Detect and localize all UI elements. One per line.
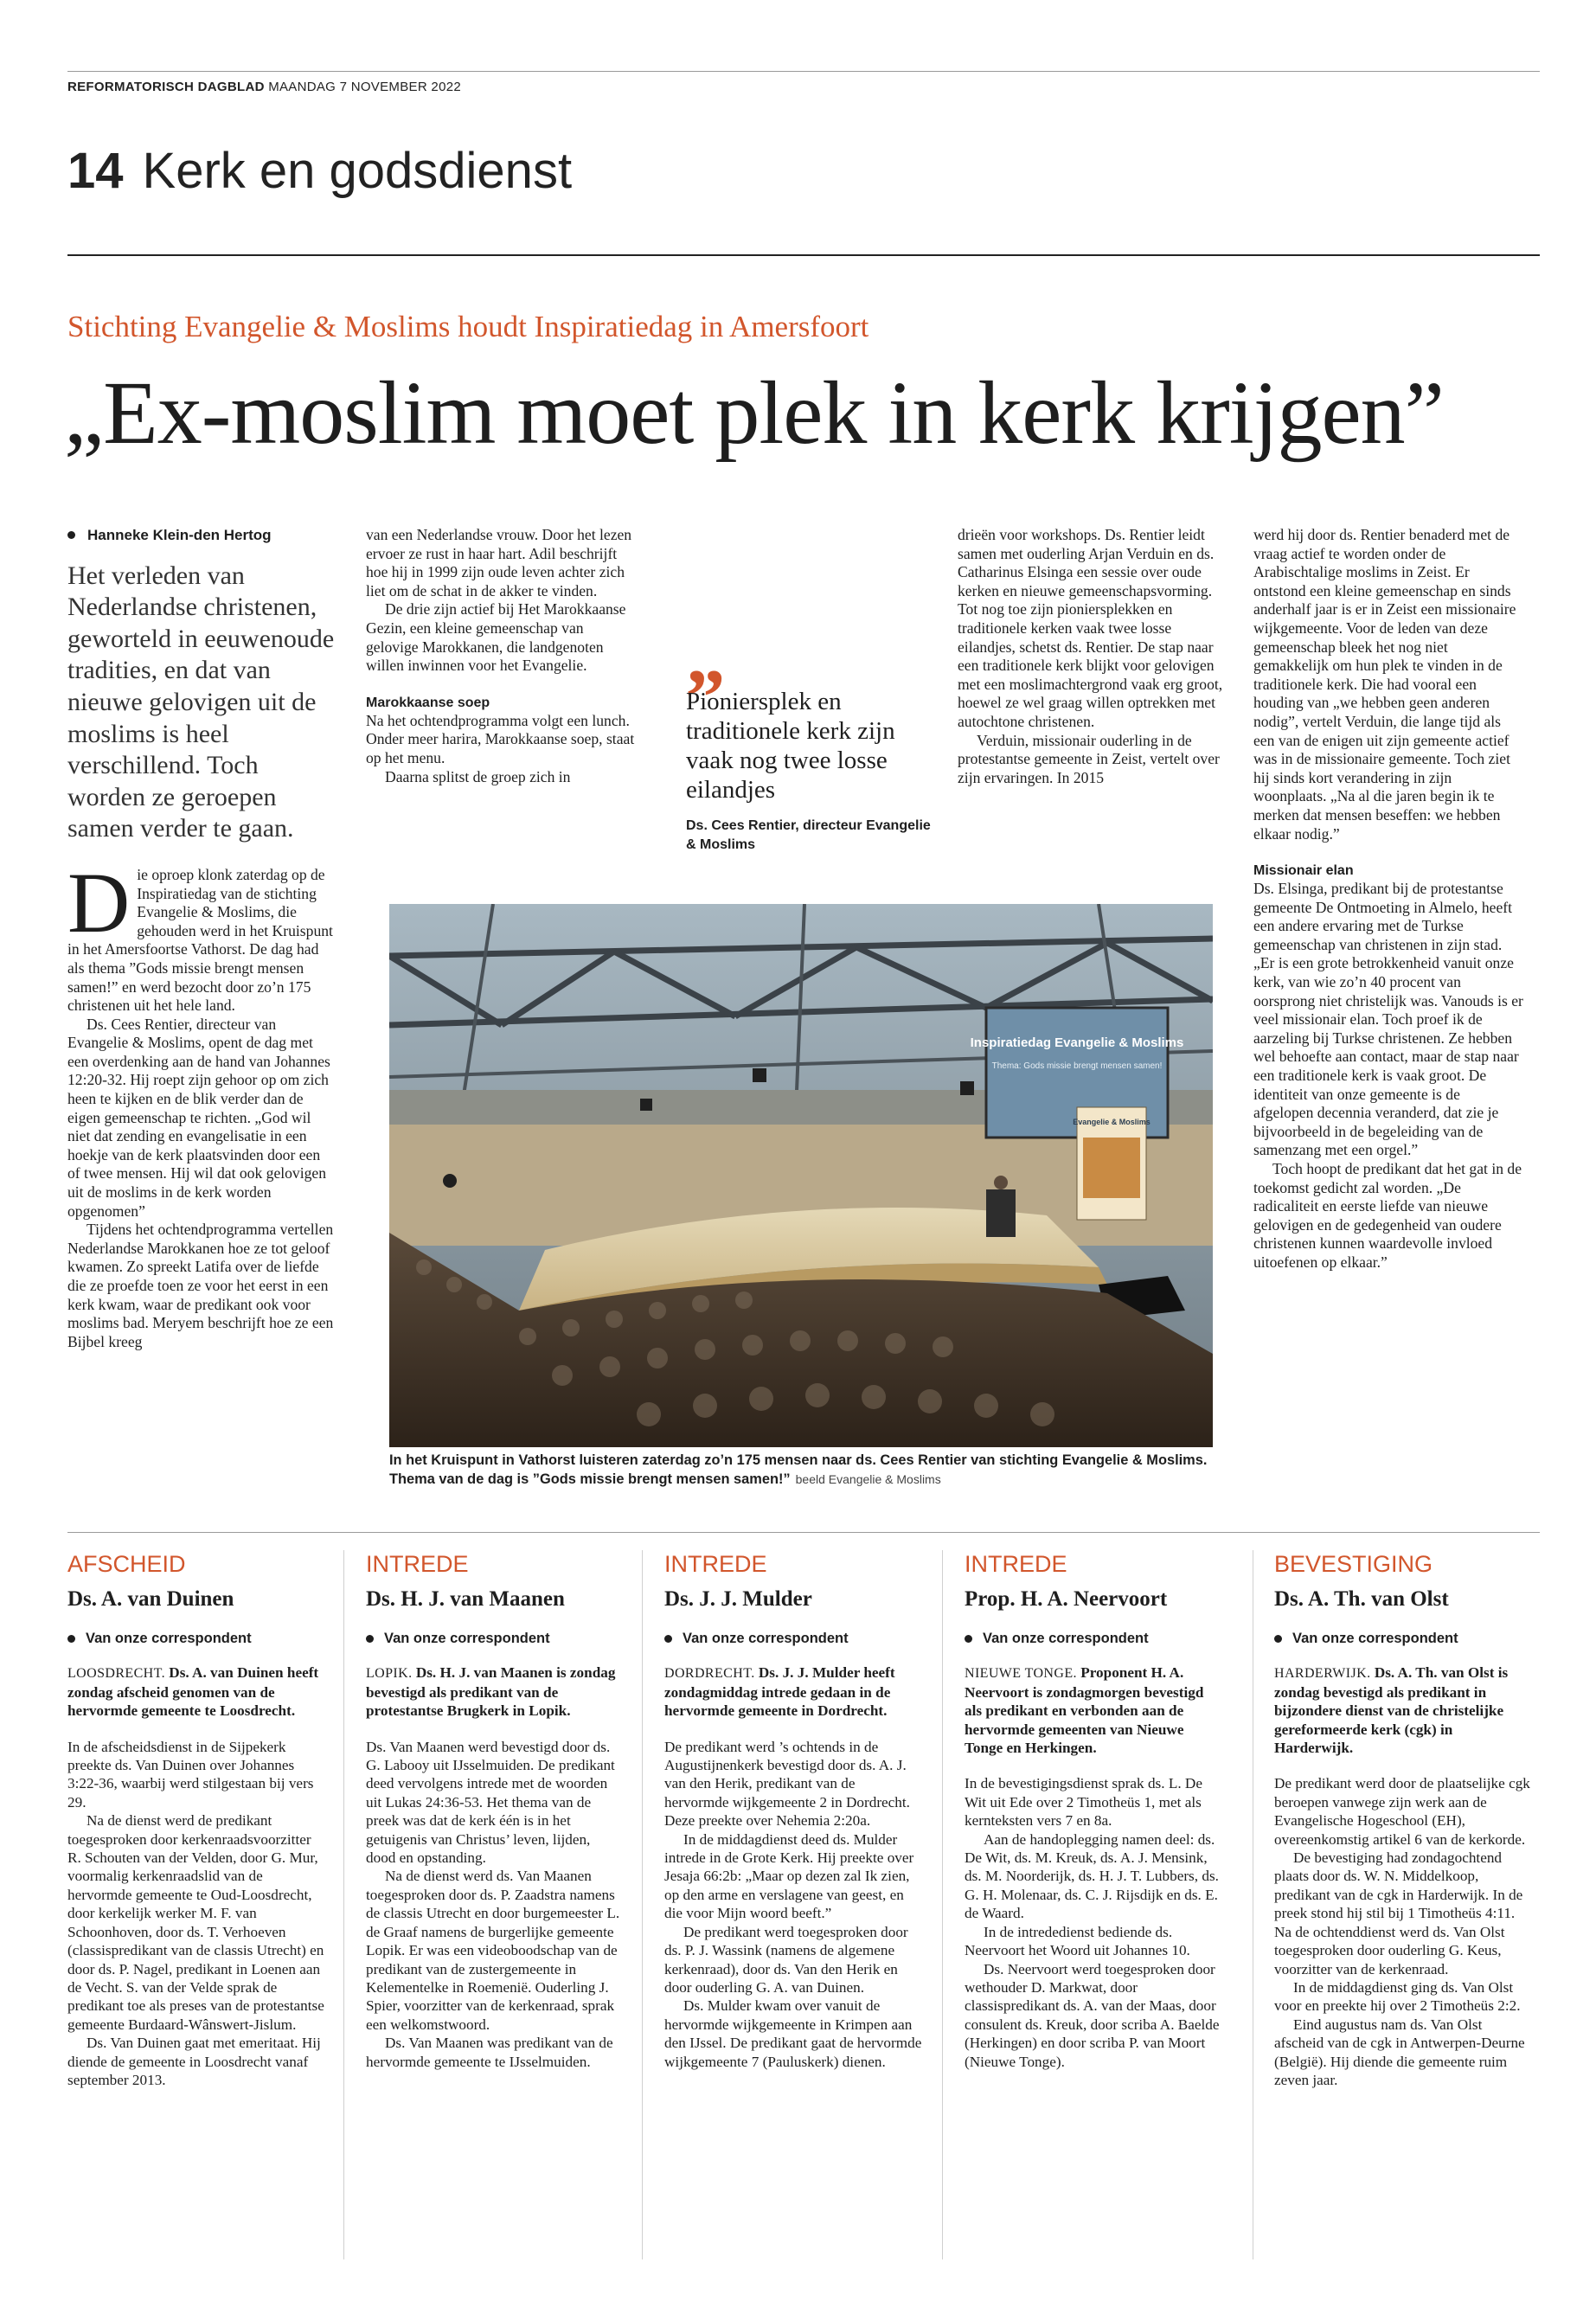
news-paragraph: Aan de handoplegging namen deel: ds. De Wit, ds. M. Kreuk, ds. A. J. Mensink, ds. M. Noorderijk, ds. H. J. T. Lubbers, ds. G. H. Molenaar, ds. C. J. Rijsdijk en ds. E. de Waard. bbox=[965, 1830, 1219, 1922]
article-kicker: Stichting Evangelie & Moslims houdt Inspiratiedag in Amersfoort bbox=[67, 310, 869, 343]
news-place: DORDRECHT. bbox=[664, 1666, 755, 1682]
article-paragraph: Ds. Cees Rentier, directeur van Evangelie & Moslims, opent de dag met een overdenking aan de hand van Johannes 12:20-32. Hij roept zijn gehoor op om zich heen te kijken en de blik verder dan de eigen gemeenschap te richten. „God wil niet dat zending en evangelisatie in een hoekje van de kerk plaatsvinden door een of twee mensen. Hij wil dat ook gelovigen uit de moslims in de kerk worden opgenomen” bbox=[67, 1015, 330, 1220]
news-paragraph: In de middagdienst deed ds. Mulder intrede in de Grote Kerk. Hij preekte over Jesaja 66:2b: „Maar op dezen zal Ik zien, op den arme en verslagene van geest, en die voor Mijn woord beeft.” bbox=[664, 1830, 914, 1922]
news-place: LOPIK. bbox=[366, 1666, 413, 1682]
news-paragraph: Eind augustus nam ds. Van Olst afscheid van de cgk in Antwerpen-Deurne (België). Hij diende die gemeente ruim zeven jaar. bbox=[1274, 2016, 1525, 2088]
church-hall-photo bbox=[389, 904, 1213, 1447]
bullet-icon bbox=[1274, 1635, 1282, 1643]
pull-quote bbox=[686, 612, 933, 855]
article-paragraph bbox=[67, 854, 336, 1016]
news-lead bbox=[366, 1663, 624, 1720]
news-paragraph: De predikant werd toegesproken door ds. P. J. Wassink (namens de algemene kerkenraad), door ds. Van den Herik en door ouderling G. A. van Duinen. bbox=[664, 1923, 908, 1996]
drop-cap: D bbox=[67, 854, 131, 951]
lectern bbox=[986, 1189, 1016, 1237]
news-lead-text: Ds. H. J. van Maanen is zondag bevestigd als predikant van de protestantse Brugkerk in Lopik. bbox=[366, 1664, 616, 1720]
news-place: LOOSDRECHT. bbox=[67, 1666, 165, 1682]
news-place: NIEUWE TONGE. bbox=[965, 1666, 1077, 1682]
news-lead-text: Ds. J. J. Mulder heeft zondagmiddag intrede gedaan in de hervormde gemeente in Dordrecht. bbox=[664, 1664, 895, 1720]
bullet-icon bbox=[965, 1635, 972, 1643]
news-lead bbox=[67, 1663, 325, 1720]
news-category: AFSCHEID bbox=[67, 1551, 186, 1577]
news-paragraph: Na de dienst werd de predikant toegesproken door kerkenraadsvoorzitter R. Schouten van der Velden, door G. Mur, voormalig kerkenraadslid van de hervormde gemeente te Oud-Loosdrecht, door kerkelijk werker M. F. van Schoonhoven, door ds. T. Verhoeven (classispredikant van de classis Utrecht) en door ds. P. Nagel, predikant in Loenen aan de Vecht. S. van der Velde sprak de predikant toe als preses van de protestantse gemeente Burdaard-Wânswert-Jislum. bbox=[67, 1812, 324, 2033]
news-paragraph: De predikant werd ’s ochtends in de Augustijnenkerk bevestigd door ds. A. J. van den Herik, predikant van de hervormde wijkgemeente 2 in Dordrecht. Deze preekte over Nehemia 2:20a. bbox=[664, 1738, 910, 1830]
news-item-intrede-mulder bbox=[664, 1550, 922, 2071]
bullet-icon bbox=[366, 1635, 374, 1643]
news-paragraph: Ds. Van Maanen werd bevestigd door ds. G. Labooy uit IJsselmuiden. De predikant deed vervolgens intrede met de woorden uit Lukas 24:36-53. Het thema van de preek was dat de kerk één is in het getuigenis van Christus’ leven, lijden, dood en opstanding. bbox=[366, 1738, 615, 1867]
photo-caption bbox=[389, 1451, 1220, 1489]
news-byline: Van onze correspondent bbox=[965, 1630, 1222, 1648]
news-paragraph: In de intrededienst bediende ds. Neervoort het Woord uit Johannes 10. bbox=[965, 1923, 1190, 1959]
news-lead-text: Proponent H. A. Neervoort is zondagmorgen bevestigd als predikant en verbonden aan de hervormde gemeenten van Nieuwe Tonge en Herkingen. bbox=[965, 1664, 1204, 1757]
news-lead bbox=[1274, 1663, 1532, 1757]
photo-credit: beeld Evangelie & Moslims bbox=[795, 1472, 941, 1486]
author-byline bbox=[67, 526, 336, 545]
pull-quote-text: Pioniersplek en traditionele kerk zijn vaak nog twee losse eilandjes bbox=[686, 688, 895, 804]
article-paragraph: Daarna splitst de groep zich in bbox=[385, 767, 571, 785]
article-paragraph: Toch hoopt de predikant dat het gat in de toekomst gedicht zal worden. „De radicaliteit en eerste liefde van nieuwe gelovigen en de gedegenheid van oudere christenen kunnen waardevolle invloed uitoefenen op elkaar.” bbox=[1253, 1160, 1522, 1271]
news-byline: Van onze correspondent bbox=[67, 1630, 325, 1648]
news-paragraph: De bevestiging had zondagochtend plaats door ds. W. N. Middelkoop, predikant van de cgk in Harderwijk. In de preek stond hij stil bij 1 Timotheüs 4:11. Na de ochtenddienst werd ds. Van Olst toegesproken door ouderling G. Keus, voorzitter van de kerkenraad. bbox=[1274, 1849, 1523, 1977]
bullet-icon bbox=[67, 1635, 75, 1643]
banner-text: Evangelie & Moslims bbox=[1073, 1118, 1151, 1126]
article-paragraph: Tijdens het ochtendprogramma vertellen Nederlandse Marokkanen hoe ze tot geloof kwamen. Zo spreekt Latifa over de liefde die ze proefde toen ze voor het eerst in een kerk kwam, waar de predikant ook voor moslims bad. Meryem beschrijft hoe ze een Bijbel kreeg bbox=[67, 1221, 334, 1350]
news-item-intrede-van-maanen bbox=[366, 1550, 624, 2071]
news-rule bbox=[67, 1532, 1540, 1533]
news-paragraph: De predikant werd door de plaatselijke cgk beroepen vanwege zijn werk aan de Evangelische Hogeschool (EH), overeenkomstig artikel 6 van de kerkorde. bbox=[1274, 1775, 1530, 1848]
news-paragraph: In de middagdienst ging ds. Van Olst voor en preekte hij over 2 Timotheüs 2:2. bbox=[1274, 1978, 1521, 2015]
article-paragraph: werd hij door ds. Rentier benaderd met de vraag actief te worden onder de Arabischtalige moslims in Zeist. Er ontstond een kleine gemeenschap en sinds anderhalf jaar is er in Zeist een missionaire wijkgemeente. Voor de leden van deze gemeenschap bleek het nog niet gemakkelijk om hun plek te vinden in de traditionele kerk. Die had vooral een houding van „we hebben geen anderen nodig”, vertelt Verduin, die lange tijd als een van de enigen uit zijn gemeente actief was in de missionaire gemeente. Toch ziet hij sinds kort verandering in zijn woonplaats. „Na al die jaren begin ik te merken dat mensen beseffen: we hebben elkaar nodig.” bbox=[1253, 526, 1516, 843]
author-name: Hanneke Klein-den Hertog bbox=[87, 527, 272, 543]
screen-subtitle: Thema: Gods missie brengt mensen samen! bbox=[991, 1061, 1163, 1071]
article-opening-text: ie oproep klonk zaterdag op de Inspiratiedag van de stichting Evangelie & Moslims, die gehouden werd in het Kruispunt in het Amersfoortse Vathorst. De dag had als thema ”Gods missie brengt mensen samen!” en werd bezocht door zo’n 175 christenen uit het hele land. bbox=[67, 865, 333, 1015]
news-paragraph: In de bevestigingsdienst sprak ds. L. De Wit uit Ede over 2 Timotheüs 1, met als kernteksten vers 7 en 8a. bbox=[965, 1775, 1202, 1830]
news-category: INTREDE bbox=[664, 1551, 767, 1577]
article-photo bbox=[389, 904, 1213, 1447]
article-paragraph: van een Nederlandse vrouw. Door het lezen ervoer ze rust in haar hart. Adil beschrijft hoe hij in 1999 zijn oude leven achter zich liet om de schat in de akker te vinden. bbox=[366, 526, 632, 599]
article-paragraph: De drie zijn actief bij Het Marokkaanse Gezin, een kleine gemeenschap van gelovige Marokkanen, die landgenoten willen inwinnen voor het Evangelie. bbox=[366, 600, 626, 675]
news-paragraph: Ds. Neervoort werd toegesproken door wethouder D. Markwat, door classispredikant ds. A. van der Maas, door consulent ds. Kreuk, door scriba A. Baelde (Herkingen) en door scriba P. van Moort (Nieuwe Tonge). bbox=[965, 1960, 1220, 2070]
article-intro: Het verleden van Nederlandse christenen, geworteld in eeuwenoude tradities, en dat van nieuwe gelovigen uit de moslims is heel verschillend. Toch worden ze geroepen samen verder te gaan. bbox=[67, 561, 335, 843]
article-subheading: Missionair elan bbox=[1253, 863, 1354, 879]
bullet-icon bbox=[67, 531, 75, 539]
news-item-bevestiging bbox=[1274, 1550, 1532, 2089]
article-headline: „Ex-moslim moet plek in kerk krijgen” bbox=[64, 363, 1444, 463]
news-lead-text: Ds. A. Th. van Olst is zondag bevestigd als predikant in bijzondere dienst van de christelijke gereformeerde kerk (cgk) in Harderwijk. bbox=[1274, 1664, 1509, 1757]
news-person: Ds. A. van Duinen bbox=[67, 1587, 234, 1611]
quote-mark-icon: „ bbox=[686, 612, 726, 700]
top-rule bbox=[67, 71, 1540, 72]
news-paragraph: Ds. Van Maanen was predikant van de hervormde gemeente te IJsselmuiden. bbox=[366, 2035, 613, 2070]
news-person: Ds. A. Th. van Olst bbox=[1274, 1587, 1449, 1611]
article-paragraph: drieën voor workshops. Ds. Rentier leidt samen met ouderling Arjan Verduin en ds. Catharinus Elsinga een sessie over oude kerken en nieuwe gemeenschapsvorming. Tot nog toe zijn pioniersplekken en traditionele kerken vaak twee losse eilandjes, schetst ds. Rentier. De stap naar een traditionele kerk blijkt voor gelovigen met een moslimachtergrond vaak erg groot, hoewel ze wel graag willen optrekken met autochtone christenen. bbox=[958, 526, 1223, 730]
article-paragraph: Verduin, missionair ouderling in de protestantse gemeente in Zeist, vertelt over zijn ervaringen. In 2015 bbox=[958, 731, 1220, 786]
section-header bbox=[67, 142, 572, 200]
column-divider bbox=[942, 1550, 943, 2259]
column-divider bbox=[343, 1550, 344, 2259]
news-category: BEVESTIGING bbox=[1274, 1551, 1433, 1577]
article-paragraph: Na het ochtendprogramma volgt een lunch. Onder meer harira, Marokkaanse soep, staat op het menu. bbox=[366, 711, 635, 766]
news-item-intrede-neervoort bbox=[965, 1550, 1222, 2071]
news-lead bbox=[965, 1663, 1222, 1757]
news-person: Ds. J. J. Mulder bbox=[664, 1587, 812, 1611]
news-paragraph: Na de dienst werd ds. Van Maanen toegesproken door ds. P. Zaadstra namens de classis Utrecht en door burgemeester L. de Graaf namens de burgerlijke gemeente Lopik. Er was een videoboodschap van de predikant van de zustergemeente in Kelementelke in Roemenië. Ouderling J. Spier, voorzitter van de kerkenraad, sprak een welkomstwoord. bbox=[366, 1868, 620, 2033]
column-divider bbox=[642, 1550, 643, 2259]
news-person: Prop. H. A. Neervoort bbox=[965, 1587, 1168, 1611]
news-category: INTREDE bbox=[965, 1551, 1067, 1577]
news-lead-text: Ds. A. van Duinen heeft zondag afscheid genomen van de hervormde gemeente te Loosdrecht. bbox=[67, 1664, 319, 1720]
news-byline: Van onze correspondent bbox=[1274, 1630, 1532, 1648]
article-column-5 bbox=[1253, 526, 1523, 1272]
photo-caption-text: In het Kruispunt in Vathorst luisteren zaterdag zo’n 175 mensen naar ds. Cees Rentier van stichting Evangelie & Moslims. Thema van de dag is ”Gods missie brengt mensen samen!” bbox=[389, 1452, 1208, 1487]
bullet-icon bbox=[664, 1635, 672, 1643]
news-item-afscheid bbox=[67, 1550, 325, 2089]
section-rule bbox=[67, 254, 1540, 256]
speaker bbox=[994, 1176, 1008, 1189]
news-category: INTREDE bbox=[366, 1551, 469, 1577]
article-column-4 bbox=[958, 526, 1227, 787]
news-byline: Van onze correspondent bbox=[366, 1630, 624, 1648]
paper-name: REFORMATORISCH DAGBLAD bbox=[67, 80, 265, 94]
section-title: Kerk en godsdienst bbox=[142, 143, 573, 199]
news-paragraph: Ds. Mulder kwam over vanuit de hervormde wijkgemeente in Krimpen aan den IJssel. De predikant gaat de hervormde wijkgemeente 7 (Pauluskerk) dienen. bbox=[664, 1997, 922, 2070]
screen-title: Inspiratiedag Evangelie & Moslims bbox=[970, 1035, 1184, 1050]
article-paragraph: Ds. Elsinga, predikant bij de protestantse gemeente De Ontmoeting in Almelo, heeft een andere ervaring met de Turkse gemeenschap van christenen in zijn stad. „Er is een grote betrokkenheid vanuit onze kerk, van wie zo’n 40 procent van oorsprong niet christelijk was. Vanouds is er veel missionair elan. Toch proef ik de aarzeling bij Turkse christenen. Ze hebben wel behoefte aan contact, maar de stap naar een traditionele kerk is vaak groot. De identiteit van onze gemeente is de afgelopen decennia veranderd, dat zie je bijvoorbeeld in de begeleiding van de samenzang met een orgel.” bbox=[1253, 880, 1523, 1159]
news-paragraph: In de afscheidsdienst in de Sijpekerk preekte ds. Van Duinen over Johannes 3:22-36, waarbij werd stilgestaan bij vers 29. bbox=[67, 1738, 314, 1811]
masthead bbox=[67, 80, 1538, 94]
news-place: HARDERWIJK. bbox=[1274, 1666, 1371, 1682]
news-paragraph: Ds. Van Duinen gaat met emeritaat. Hij diende de gemeente in Loosdrecht vanaf september 2013. bbox=[67, 2035, 321, 2088]
article-column-2 bbox=[366, 526, 636, 786]
page-number: 14 bbox=[67, 143, 124, 199]
news-lead bbox=[664, 1663, 922, 1720]
article-subheading: Marokkaanse soep bbox=[366, 695, 490, 710]
article-column-1 bbox=[67, 526, 336, 1351]
news-byline: Van onze correspondent bbox=[664, 1630, 922, 1648]
pull-quote-attribution: Ds. Cees Rentier, directeur Evangelie & Moslims bbox=[686, 818, 931, 852]
news-person: Ds. H. J. van Maanen bbox=[366, 1587, 565, 1611]
issue-date: MAANDAG 7 NOVEMBER 2022 bbox=[268, 80, 461, 94]
